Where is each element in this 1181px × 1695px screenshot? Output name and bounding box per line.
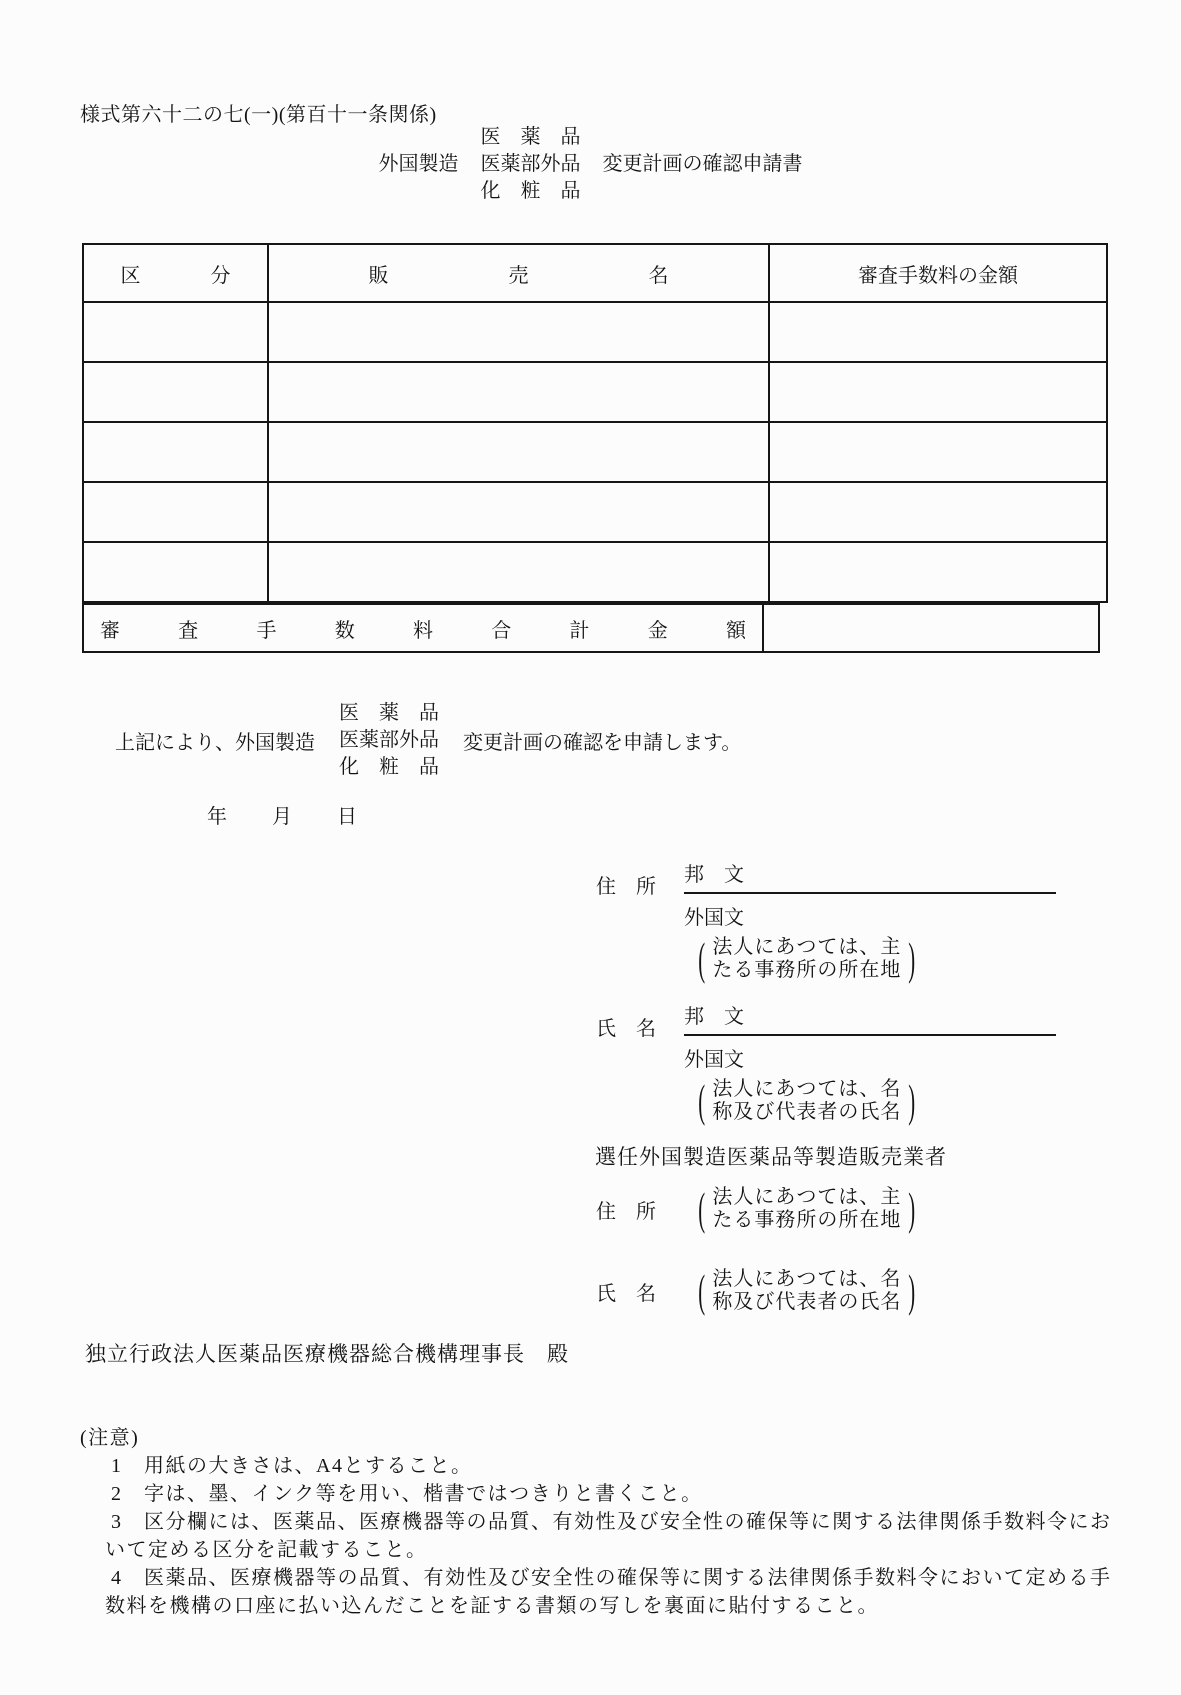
date-line	[207, 800, 357, 829]
address-domestic-line	[684, 858, 1056, 894]
note-line: 法人にあつては、名	[712, 1078, 902, 1100]
fee-table	[82, 243, 1108, 603]
close-paren: )	[908, 1183, 916, 1234]
note-line: 称及び代表者の氏名	[712, 1291, 902, 1313]
date-month-label: 月	[272, 806, 292, 828]
product-name-cell	[268, 362, 769, 422]
corporate-name-note	[694, 1075, 920, 1126]
form-number: 様式第六十二の七(一)(第百十一条関係)	[80, 104, 437, 126]
fee-table-row	[83, 302, 1107, 362]
applicant-name-field	[596, 1000, 1056, 1124]
fee-table-row	[83, 482, 1107, 542]
statement-prefix: 上記により、外国製造	[115, 732, 315, 754]
product-type-stack	[481, 124, 581, 205]
close-paren: )	[908, 933, 916, 984]
open-paren: (	[698, 1265, 706, 1316]
product-name-cell	[268, 482, 769, 542]
fee-cell	[769, 302, 1107, 362]
product-type-quasi-drug: 医薬部外品	[339, 729, 439, 751]
product-name-cell	[268, 422, 769, 482]
name-label: 氏 名	[596, 1282, 656, 1305]
note-item: 3 区分欄には、医薬品、医療機器等の品質、有効性及び安全性の確保等に関する法律関係手数料令において定める区分を記載すること。	[105, 1511, 1112, 1561]
note-line: たる事務所の所在地	[712, 1209, 902, 1231]
fee-cell	[769, 482, 1107, 542]
product-type-drug: 医 薬 品	[480, 126, 581, 148]
note-item: 2 字は、墨、インク等を用い、楷書ではつきりと書くこと。	[111, 1483, 703, 1505]
agent-section-label: 選任外国製造医薬品等製造販売業者	[595, 1145, 947, 1169]
total-fee-label-cell	[84, 605, 764, 651]
corporate-address-note	[694, 933, 920, 984]
product-type-cosmetic: 化 粧 品	[339, 756, 439, 778]
agent-address-field	[596, 1183, 920, 1234]
fee-cell	[769, 542, 1107, 602]
corporate-address-note	[694, 1183, 920, 1234]
open-paren: (	[698, 1183, 706, 1234]
address-label: 住 所	[596, 1200, 656, 1223]
foreign-script-label: 外国文	[684, 907, 744, 929]
fee-table-row	[83, 362, 1107, 422]
category-header-cell: 区 分	[83, 244, 268, 302]
domestic-script-label: 邦 文	[684, 1006, 744, 1028]
domestic-script-label: 邦 文	[684, 864, 744, 886]
category-cell	[83, 302, 268, 362]
category-cell	[83, 422, 268, 482]
notes-heading: (注意)	[80, 1427, 140, 1449]
fee-table-row	[83, 422, 1107, 482]
title-prefix: 外国製造	[378, 153, 459, 175]
date-year-label: 年	[207, 806, 227, 828]
product-name-cell	[268, 302, 769, 362]
total-fee-value-cell	[764, 605, 1098, 651]
product-name-cell	[268, 542, 769, 602]
note-line: たる事務所の所在地	[712, 959, 902, 981]
fee-cell	[769, 422, 1107, 482]
open-paren: (	[698, 1075, 706, 1126]
foreign-script-label: 外国文	[684, 1049, 744, 1071]
form-title	[0, 124, 1181, 205]
category-cell	[83, 542, 268, 602]
name-domestic-line	[684, 1000, 1056, 1036]
fee-cell	[769, 362, 1107, 422]
note-item: 4 医薬品、医療機器等の品質、有効性及び安全性の確保等に関する法律関係手数料令において定める手数料を機構の口座に払い込んだことを証する書類の写しを裏面に貼付すること。	[105, 1567, 1112, 1617]
total-fee-label: 審 査 手 数 料 合 計 金 額	[100, 619, 746, 642]
product-type-cosmetic: 化 粧 品	[480, 180, 581, 202]
close-paren: )	[908, 1265, 916, 1316]
note-line: 法人にあつては、名	[712, 1268, 902, 1290]
name-label: 氏 名	[596, 1018, 656, 1040]
note-line: 法人にあつては、主	[712, 936, 902, 958]
title-suffix: 変更計画の確認申請書	[602, 153, 803, 175]
category-cell	[83, 362, 268, 422]
applicant-address-field	[596, 858, 1056, 982]
note-line: 称及び代表者の氏名	[712, 1101, 902, 1123]
fee-header-cell: 審査手数料の金額	[769, 244, 1107, 302]
address-label: 住 所	[596, 876, 656, 898]
name-content	[684, 1000, 1056, 1124]
corporate-name-note	[694, 1265, 920, 1316]
total-fee-row	[82, 603, 1100, 653]
product-type-stack	[339, 700, 439, 781]
notes-section	[80, 1424, 1117, 1620]
statement-suffix: 変更計画の確認を申請します。	[463, 732, 742, 754]
category-cell	[83, 482, 268, 542]
fee-table-row	[83, 542, 1107, 602]
close-paren: )	[908, 1075, 916, 1126]
product-name-header-cell: 販 売 名	[268, 244, 769, 302]
address-content	[684, 858, 1056, 982]
product-type-drug: 医 薬 品	[339, 702, 439, 724]
product-type-quasi-drug: 医薬部外品	[480, 153, 581, 175]
open-paren: (	[698, 933, 706, 984]
note-item: 1 用紙の大きさは、A4とすること。	[111, 1455, 473, 1477]
application-statement	[115, 700, 741, 781]
addressee-line: 独立行政法人医薬品医療機器総合機構理事長 殿	[85, 1342, 569, 1366]
agent-name-field	[596, 1265, 920, 1316]
date-day-label: 日	[337, 806, 357, 828]
note-line: 法人にあつては、主	[712, 1186, 902, 1208]
fee-table-header-row	[83, 244, 1107, 302]
